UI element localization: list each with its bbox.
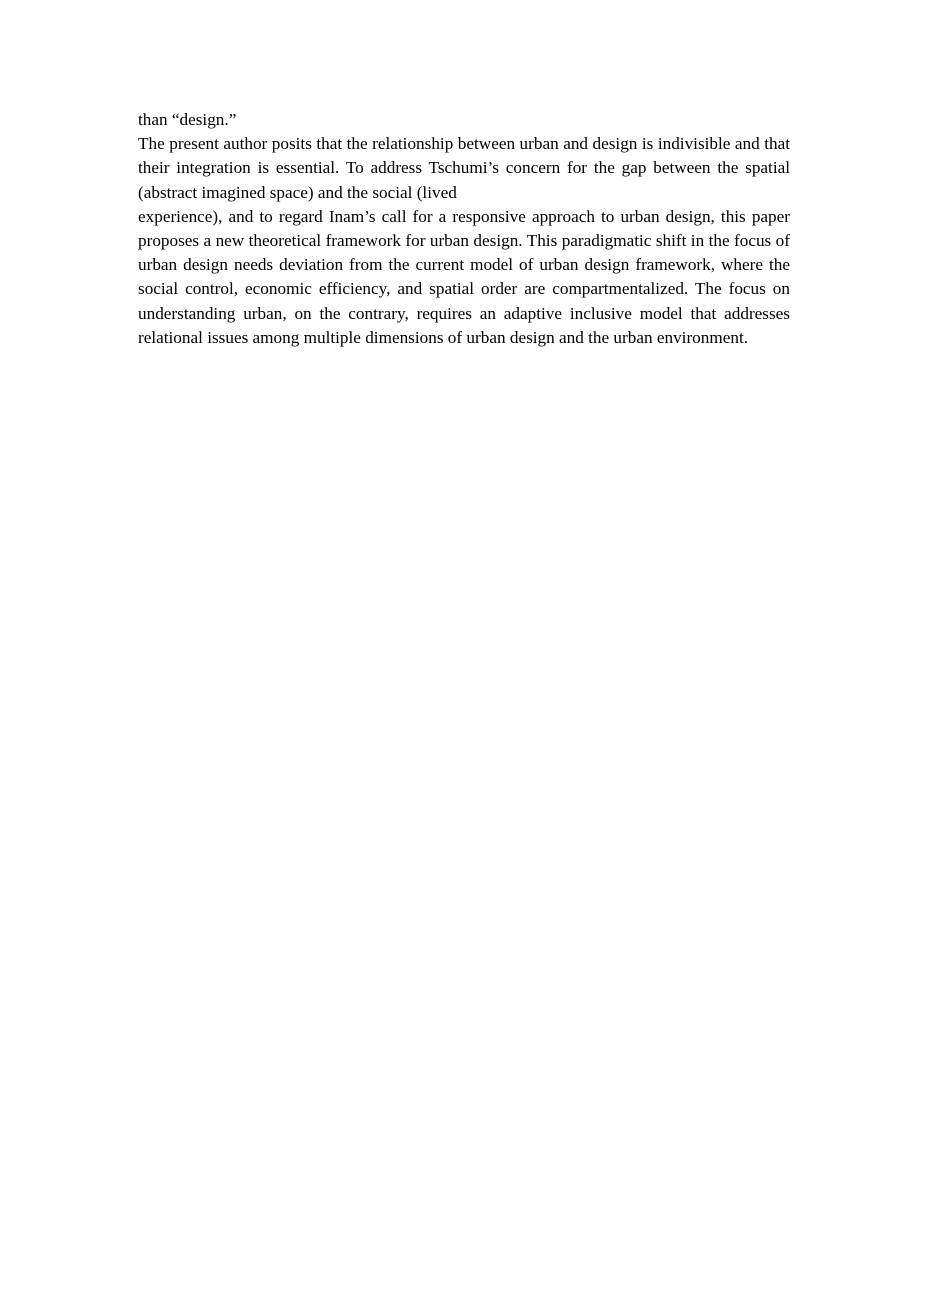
page-text-body [138,108,790,350]
body-paragraph-part-2: experience), and to regard Inam’s call for a responsive approach to urban design, this paper proposes a new theoretical framework for urban design. This paradigmatic shift in the focus of urban design needs deviation from the current model of urban design framework, where the social control, economic efficiency, and spatial order are compartmentalized. The focus on understanding urban, on the contrary, requires an adaptive inclusive model that addresses relational issues among multiple dimensions of urban design and the urban environment. [138,206,790,347]
body-paragraph-part-1: The present author posits that the relationship between urban and design is indivisible and that their integration is essential. To address Tschumi’s concern for the gap between the spatial (abstract imagined space) and the social (lived [138,134,790,202]
carryover-line: than “design.” [138,110,237,129]
